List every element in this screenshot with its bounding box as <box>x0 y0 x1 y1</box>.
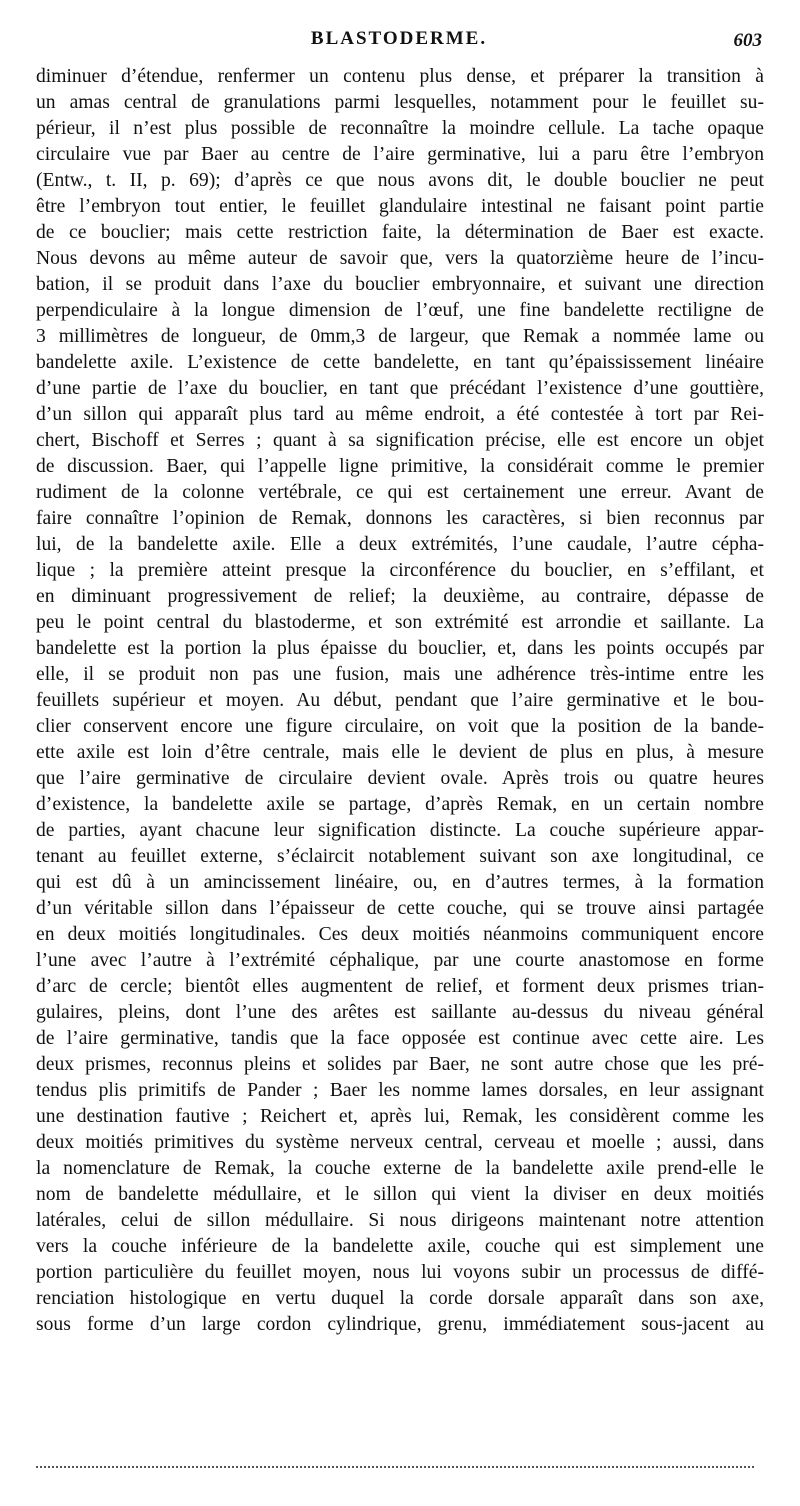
footer-dotted-rule <box>36 1466 754 1468</box>
text-line: un amas central de granulations parmi lesquelles, notamment pour le feuillet su- <box>36 92 764 113</box>
page-number: 603 <box>733 30 762 51</box>
text-line: peu le point central du blastoderme, et son extrémité est arrondie et saillante. La <box>36 612 764 633</box>
text-line: en diminuant progressivement de relief; la deuxième, au contraire, dépasse de <box>36 586 764 607</box>
text-line: sous forme d’un large cordon cylindrique, grenu, immédiatement sous-jacent au <box>36 1314 764 1335</box>
body-text <box>36 64 764 1338</box>
text-line: une destination fautive ; Reichert et, après lui, Remak, les considèrent comme les <box>36 1106 764 1127</box>
text-line: 3 millimètres de longueur, de 0mm,3 de largeur, que Remak a nommée lame ou <box>36 326 764 347</box>
text-line: périeur, il n’est plus possible de reconnaître la moindre cellule. La tache opaque <box>36 118 764 139</box>
text-line: rudiment de la colonne vertébrale, ce qui est certainement une erreur. Avant de <box>36 482 764 503</box>
text-line: d’existence, la bandelette axile se partage, d’après Remak, en un certain nombre <box>36 794 764 815</box>
text-line: lui, de la bandelette axile. Elle a deux extrémités, l’une caudale, l’autre cépha- <box>36 534 764 555</box>
text-line: la nomenclature de Remak, la couche externe de la bandelette axile prend-elle le <box>36 1158 764 1179</box>
text-line: l’une avec l’autre à l’extrémité céphalique, par une courte anastomose en forme <box>36 950 764 971</box>
text-line: deux moitiés primitives du système nerveux central, cerveau et moelle ; aussi, dans <box>36 1132 764 1153</box>
text-line: en deux moitiés longitudinales. Ces deux moitiés néanmoins communiquent encore <box>36 924 764 945</box>
text-line: de ce bouclier; mais cette restriction faite, la détermination de Baer est exacte. <box>36 222 764 243</box>
running-head: BLASTODERME. <box>310 28 488 49</box>
text-line: vers la couche inférieure de la bandelette axile, couche qui est simplement une <box>36 1236 764 1257</box>
text-line: tendus plis primitifs de Pander ; Baer les nomme lames dorsales, en leur assignant <box>36 1080 764 1101</box>
text-line: être l’embryon tout entier, le feuillet glandulaire intestinal ne faisant point partie <box>36 196 764 217</box>
text-line: d’un sillon qui apparaît plus tard au même endroit, a été contestée à tort par Rei- <box>36 404 764 425</box>
text-line: d’une partie de l’axe du bouclier, en tant que précédant l’existence d’une gouttière, <box>36 378 764 399</box>
page-header <box>36 28 762 58</box>
text-line: ette axile est loin d’être centrale, mais elle le devient de plus en plus, à mesure <box>36 742 764 763</box>
text-line: lique ; la première atteint presque la circonférence du bouclier, en s’effilant, et <box>36 560 764 581</box>
text-line: que l’aire germinative de circulaire devient ovale. Après trois ou quatre heures <box>36 768 764 789</box>
text-line: portion particulière du feuillet moyen, nous lui voyons subir un processus de diffé- <box>36 1262 764 1283</box>
text-line: chert, Bischoff et Serres ; quant à sa signification précise, elle est encore un objet <box>36 430 764 451</box>
text-line: deux prismes, reconnus pleins et solides par Baer, ne sont autre chose que les pré- <box>36 1054 764 1075</box>
text-line: bandelette axile. L’existence de cette bandelette, en tant qu’épaississement linéaire <box>36 352 764 373</box>
text-line: clier conservent encore une figure circulaire, on voit que la position de la bande- <box>36 716 764 737</box>
text-line: tenant au feuillet externe, s’éclaircit notablement suivant son axe longitudinal, ce <box>36 846 764 867</box>
text-line: d’arc de cercle; bientôt elles augmentent de relief, et forment deux prismes trian- <box>36 976 764 997</box>
text-line: renciation histologique en vertu duquel la corde dorsale apparaît dans son axe, <box>36 1288 764 1309</box>
text-line: de discussion. Baer, qui l’appelle ligne primitive, la considérait comme le premier <box>36 456 764 477</box>
text-line: (Entw., t. II, p. 69); d’après ce que nous avons dit, le double bouclier ne peut <box>36 170 764 191</box>
text-line: qui est dû à un amincissement linéaire, ou, en d’autres termes, à la formation <box>36 872 764 893</box>
text-line: d’un véritable sillon dans l’épaisseur de cette couche, qui se trouve ainsi partagée <box>36 898 764 919</box>
text-line: faire connaître l’opinion de Remak, donnons les caractères, si bien reconnus par <box>36 508 764 529</box>
text-line: feuillets supérieur et moyen. Au début, pendant que l’aire germinative et le bou- <box>36 690 764 711</box>
text-line: circulaire vue par Baer au centre de l’aire germinative, lui a paru être l’embryon <box>36 144 764 165</box>
text-line: gulaires, pleins, dont l’une des arêtes est saillante au-dessus du niveau général <box>36 1002 764 1023</box>
text-line: de parties, ayant chacune leur signification distincte. La couche supérieure appar- <box>36 820 764 841</box>
text-line: Nous devons au même auteur de savoir que, vers la quatorzième heure de l’incu- <box>36 248 764 269</box>
text-line: bandelette est la portion la plus épaisse du bouclier, et, dans les points occupés par <box>36 638 764 659</box>
text-line: bation, il se produit dans l’axe du bouclier embryonnaire, et suivant une direction <box>36 274 764 295</box>
text-line: diminuer d’étendue, renfermer un contenu plus dense, et préparer la transition à <box>36 66 764 87</box>
text-line: de l’aire germinative, tandis que la face opposée est continue avec cette aire. Les <box>36 1028 764 1049</box>
text-line: elle, il se produit non pas une fusion, mais une adhérence très-intime entre les <box>36 664 764 685</box>
text-line: perpendiculaire à la longue dimension de l’œuf, une fine bandelette rectiligne de <box>36 300 764 321</box>
text-line: latérales, celui de sillon médullaire. Si nous dirigeons maintenant notre attention <box>36 1210 764 1231</box>
text-line: nom de bandelette médullaire, et le sillon qui vient la diviser en deux moitiés <box>36 1184 764 1205</box>
